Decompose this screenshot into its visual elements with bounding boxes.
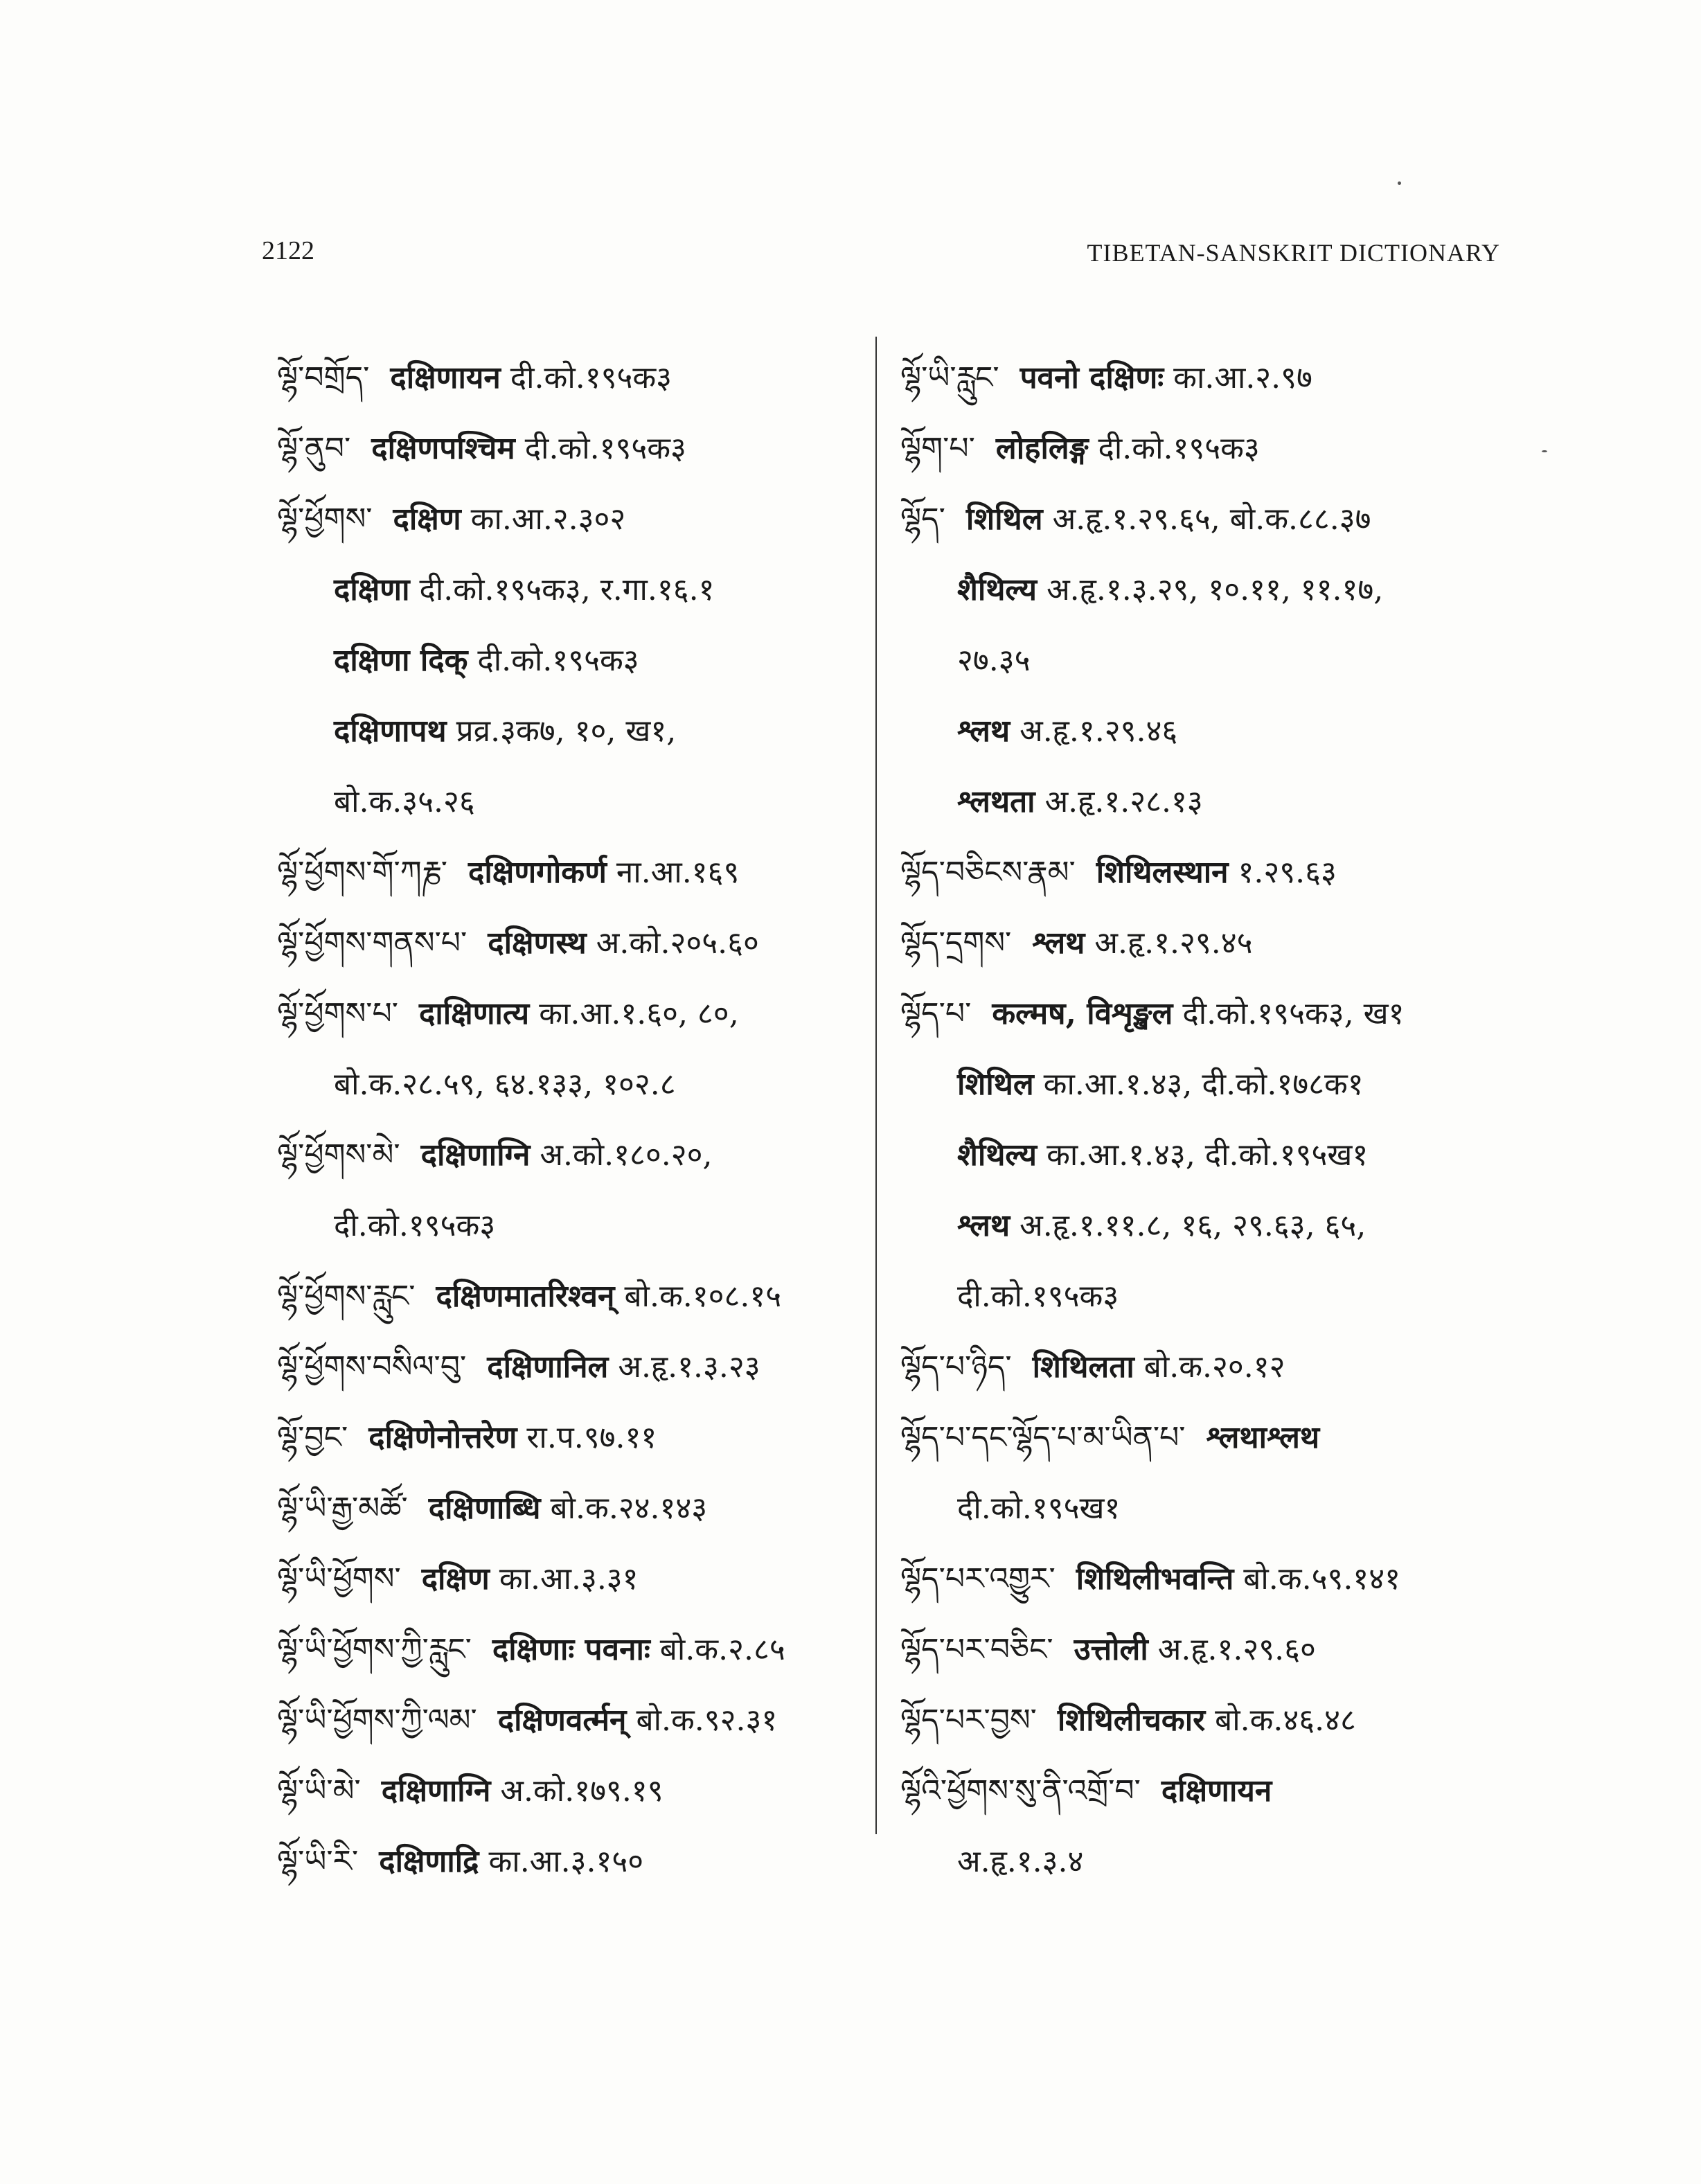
tibetan-term: ལྷོ་ཡི་རྒྱ་མཚོ་: [277, 1491, 408, 1526]
tibetan-term: ལྷོ་ཡི་ཕྱོགས་ཀྱི་རླུང་: [277, 1632, 472, 1667]
tibetan-term: ལྷོད་པར་བཅིང་: [900, 1632, 1053, 1667]
entry-line: [900, 625, 1510, 696]
entry-line: [277, 1049, 866, 1120]
source-reference: अ.हृ.१.२९.४५: [1094, 925, 1253, 961]
entry-line: [277, 1261, 866, 1332]
sanskrit-equivalent: श्लथ: [1032, 925, 1085, 961]
sanskrit-equivalent: दक्षिणमातरिश्वन्: [436, 1279, 615, 1314]
source-reference: दी.को.१९५क३: [510, 360, 673, 396]
tibetan-term: ལྷོ་ཕྱོགས་གནས་པ་: [277, 925, 467, 961]
sanskrit-equivalent: दक्षिणवर्त्मन्: [497, 1703, 627, 1738]
entry-line: [900, 1120, 1510, 1191]
sanskrit-equivalent: पवनो दक्षिणः: [1019, 360, 1164, 396]
entry-line: [277, 484, 866, 555]
source-reference: का.आ.२.९७: [1173, 360, 1312, 396]
source-reference: अ.हृ.१.३.२९, १०.११, ११.१७,: [1047, 572, 1384, 607]
entry-line: [900, 414, 1510, 484]
entry-line: [277, 767, 866, 837]
entry-line: [277, 1191, 866, 1261]
source-reference: अ.को.१८०.२०,: [540, 1137, 713, 1173]
left-column: [277, 343, 866, 1897]
sanskrit-equivalent: शैथिल्य: [957, 1137, 1037, 1173]
tibetan-term: ལྷོ་ཕྱོགས་པ་: [277, 996, 398, 1031]
entry-line: [900, 1685, 1510, 1756]
entry-line: [277, 696, 866, 767]
source-reference: का.आ.३.१५०: [488, 1844, 644, 1879]
sanskrit-equivalent: दक्षिणानिल: [487, 1349, 609, 1385]
source-reference: का.आ.१.६०, ८०,: [539, 996, 739, 1031]
entry-line: [900, 1049, 1510, 1120]
entry-line: [900, 1615, 1510, 1685]
source-reference: बो.क.२८.५९, ६४.१३३, १०२.८: [334, 1067, 676, 1102]
entry-line: [277, 1615, 866, 1685]
sanskrit-equivalent: श्लथ: [957, 1208, 1010, 1243]
sanskrit-equivalent: शिथिलता: [1032, 1349, 1134, 1385]
source-reference: बो.क.२.८५: [659, 1632, 785, 1667]
entry-line: [900, 1191, 1510, 1261]
source-reference: बो.क.५९.१४१: [1243, 1561, 1400, 1597]
source-reference: का.आ.१.४३, दी.को.१९५ख१: [1047, 1137, 1369, 1173]
entry-line: [900, 1473, 1510, 1544]
entry-line: [277, 837, 866, 908]
entry-line: [277, 625, 866, 696]
entry-line: [277, 1403, 866, 1473]
sanskrit-equivalent: दक्षिणा: [334, 572, 410, 607]
source-reference: अ.हृ.१.३.२३: [618, 1349, 760, 1385]
entry-line: [900, 837, 1510, 908]
tibetan-term: ལྷོད་བཅིངས་རྣམ་: [900, 855, 1076, 890]
source-reference: दी.को.१९५ख१: [957, 1491, 1121, 1526]
source-reference: अ.हृ.१.११.८, १६, २९.६३, ६५,: [1019, 1208, 1366, 1243]
entry-line: [900, 484, 1510, 555]
source-reference: अ.को.१७९.१९: [500, 1773, 664, 1809]
tibetan-term: ལྷོད་དྲགས་: [900, 925, 1012, 961]
source-reference: अ.हृ.१.२९.४६: [1019, 713, 1178, 749]
tibetan-term: ལྷོད་: [900, 501, 945, 537]
sanskrit-equivalent: कल्मष, विशृङ्खल: [992, 996, 1173, 1031]
source-reference: अ.हृ.१.२९.६५, बो.क.८८.३७: [1052, 501, 1371, 537]
source-reference: बो.क.१०८.१५: [624, 1279, 782, 1314]
source-reference: ना.आ.१६९: [616, 855, 740, 890]
tibetan-term: ལྷོ་ཕྱོགས་མེ་: [277, 1137, 400, 1173]
tibetan-term: ལྷོད་པར་འགྱུར་: [900, 1561, 1056, 1597]
source-reference: अ.हृ.१.२८.१३: [1044, 784, 1203, 819]
tibetan-term: ལྷོ་ཡི་ཕྱོགས་ཀྱི་ལམ་: [277, 1703, 477, 1738]
right-column: [900, 343, 1510, 1897]
sanskrit-equivalent: लोहलिङ्ग: [995, 431, 1089, 466]
tibetan-term: ལྷོ་ཕྱོགས་གོ་ཀརྞ་: [277, 855, 448, 890]
column-divider: [875, 337, 877, 1834]
sanskrit-equivalent: दक्षिणस्थ: [488, 925, 587, 961]
tibetan-term: ལྷོ་ཡི་རི་: [277, 1844, 359, 1879]
tibetan-term: ལྷོ་ཕྱོགས་བསིལ་བུ་: [277, 1349, 467, 1385]
source-reference: बो.क.९२.३१: [636, 1703, 778, 1738]
source-reference: बो.क.२०.१२: [1143, 1349, 1285, 1385]
sanskrit-equivalent: श्लथ: [957, 713, 1010, 749]
source-reference: बो.क.३५.२६: [334, 784, 475, 819]
entry-line: [277, 343, 866, 414]
source-reference: दी.को.१९५क३, ख१: [1182, 996, 1405, 1031]
sanskrit-equivalent: उत्तोली: [1074, 1632, 1148, 1667]
source-reference: दी.को.१९५क३: [957, 1279, 1119, 1314]
source-reference: बो.क.२४.१४३: [550, 1491, 708, 1526]
scan-speck: [1398, 181, 1401, 185]
entry-line: [900, 343, 1510, 414]
source-reference: का.आ.२.३०२: [470, 501, 626, 537]
tibetan-term: ལྷོ་ཕྱོགས་: [277, 501, 373, 537]
entry-line: [900, 979, 1510, 1049]
sanskrit-equivalent: दक्षिणेनोत्तरेण: [368, 1420, 517, 1455]
sanskrit-equivalent: दक्षिणाग्नि: [381, 1773, 491, 1809]
entry-line: [900, 1827, 1510, 1897]
sanskrit-equivalent: दक्षिण: [421, 1561, 490, 1597]
sanskrit-equivalent: दक्षिण: [393, 501, 461, 537]
tibetan-term: ལྷོ་ཡི་ཕྱོགས་: [277, 1561, 401, 1597]
sanskrit-equivalent: श्लथाश्लथ: [1206, 1420, 1320, 1455]
entry-line: [277, 1827, 866, 1897]
tibetan-term: ལྷོད་པ་དང་ལྷོད་པ་མ་ཡིན་པ་: [900, 1420, 1186, 1455]
sanskrit-equivalent: श्लथता: [957, 784, 1035, 819]
source-reference: दी.को.१९५क३: [1098, 431, 1260, 466]
entry-line: [277, 1332, 866, 1403]
tibetan-term: ལྷོད་པར་བྱས་: [900, 1703, 1037, 1738]
source-reference: का.आ.३.३१: [499, 1561, 639, 1597]
entry-line: [900, 1261, 1510, 1332]
sanskrit-equivalent: शिथिलस्थान: [1096, 855, 1229, 890]
entry-line: [900, 555, 1510, 625]
tibetan-term: ལྷོ་བྱང་: [277, 1420, 348, 1455]
entry-line: [277, 555, 866, 625]
tibetan-term: ལྷོའི་ཕྱོགས་སུ་ནི་འགྲོ་བ་: [900, 1773, 1141, 1809]
sanskrit-equivalent: दक्षिणाब्धि: [428, 1491, 541, 1526]
sanskrit-equivalent: दक्षिणापथ: [334, 713, 447, 749]
entry-line: [277, 1756, 866, 1827]
source-reference: दी.को.१९५क३: [334, 1208, 496, 1243]
running-head: TIBETAN-SANSKRIT DICTIONARY: [1087, 239, 1500, 267]
sanskrit-equivalent: शैथिल्य: [957, 572, 1037, 607]
tibetan-term: ལྷོ་ཕྱོགས་རླུང་: [277, 1279, 416, 1314]
sanskrit-equivalent: दक्षिणाः पवनाः: [492, 1632, 650, 1667]
sanskrit-equivalent: शिथिल: [965, 501, 1043, 537]
source-reference: दी.को.१९५क३: [524, 431, 686, 466]
source-reference: प्रव्र.३क७, १०, ख१,: [456, 713, 677, 749]
entry-line: [900, 767, 1510, 837]
entry-line: [277, 1473, 866, 1544]
source-reference: रा.प.९७.११: [526, 1420, 657, 1455]
entry-line: [900, 1756, 1510, 1827]
sanskrit-equivalent: दक्षिणपश्चिम: [371, 431, 515, 466]
sanskrit-equivalent: दक्षिणाद्रि: [379, 1844, 479, 1879]
entry-line: [277, 1120, 866, 1191]
entry-line: [900, 1403, 1510, 1473]
tibetan-term: ལྷོ་ནུབ་: [277, 431, 351, 466]
sanskrit-equivalent: दक्षिणायन: [1161, 1773, 1272, 1809]
sanskrit-equivalent: शिथिलीभवन्ति: [1076, 1561, 1234, 1597]
sanskrit-equivalent: दक्षिणाग्नि: [420, 1137, 531, 1173]
tibetan-term: ལྷོ་བགྲོད་: [277, 360, 370, 396]
source-reference: दी.को.१९५क३: [477, 643, 639, 678]
source-reference: १.२९.६३: [1238, 855, 1337, 890]
sanskrit-equivalent: दाक्षिणात्य: [419, 996, 530, 1031]
entry-line: [277, 979, 866, 1049]
sanskrit-equivalent: दक्षिणा दिक्: [334, 643, 468, 678]
source-reference: अ.हृ.१.२९.६०: [1157, 1632, 1316, 1667]
tibetan-term: ལྷོ་ཡི་མེ་: [277, 1773, 361, 1809]
source-reference: अ.को.२०५.६०: [596, 925, 759, 961]
entry-line: [277, 908, 866, 979]
source-reference: का.आ.१.४३, दी.को.१७८क१: [1043, 1067, 1364, 1102]
sanskrit-equivalent: शिथिलीचकार: [1057, 1703, 1206, 1738]
source-reference: २७.३५: [957, 643, 1031, 678]
source-reference: अ.हृ.१.३.४: [957, 1844, 1084, 1879]
entry-line: [900, 1332, 1510, 1403]
scan-speck: [1542, 450, 1547, 452]
entry-line: [277, 414, 866, 484]
sanskrit-equivalent: दक्षिणगोकर्ण: [468, 855, 607, 890]
source-reference: दी.को.१९५क३, र.गा.१६.१: [419, 572, 715, 607]
entry-line: [277, 1544, 866, 1615]
sanskrit-equivalent: दक्षिणायन: [390, 360, 501, 396]
page-number: 2122: [262, 236, 314, 265]
tibetan-term: ལྷོད་པ་: [900, 996, 972, 1031]
tibetan-term: ལྷོ་ཡི་རླུང་: [900, 360, 999, 396]
tibetan-term: ལྷོད་པ་ཉིད་: [900, 1349, 1012, 1385]
sanskrit-equivalent: शिथिल: [957, 1067, 1034, 1102]
entry-line: [900, 1544, 1510, 1615]
entry-line: [900, 696, 1510, 767]
source-reference: बो.क.४६.४८: [1215, 1703, 1356, 1738]
tibetan-term: ལྷོག་པ་: [900, 431, 975, 466]
entry-line: [277, 1685, 866, 1756]
entry-line: [900, 908, 1510, 979]
